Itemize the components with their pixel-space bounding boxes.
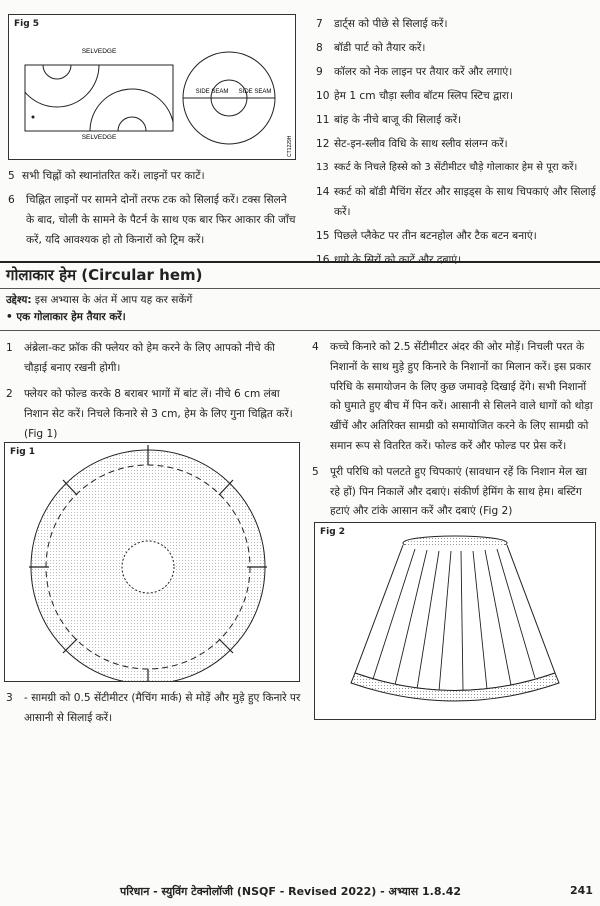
figure-2-drawing	[315, 523, 595, 719]
figure-1-label: Fig 1	[10, 447, 36, 457]
list-item: 3 - सामग्री को 0.5 सेंटीमीटर (मैचिंग मार्क) से मोड़ें और मुड़े हुए किनारे पर आसानी से सिलाई करें।	[6, 692, 301, 724]
left-top-steps	[8, 166, 298, 250]
list-item: 1 अंब्रेला-कट फ्रॉक की फ्लेयर को हेम करने के लिए आपको नीचे की चौड़ाई बनाए रखनी होगी।	[6, 342, 275, 374]
list-item: 5 पूरी परिधि को पलटते हुए चिपकाएं (सावधान रहें कि निशान मेल खा रहे हों) पिन निकालें और दबाएं। संकीर्ण हेमिंग के साथ हेम। बस्टिंग हटाएं और टांके आसान करें और दबाएं (Fig 2)	[312, 465, 587, 518]
left-steps	[6, 338, 298, 444]
list-item: 12 सेट-इन-स्लीव विधि के साथ स्लीव संलग्न करें।	[316, 138, 508, 150]
figure-5-drawing	[9, 15, 295, 159]
list-item: 14 स्कर्ट को बॉडी मैचिंग सेंटर और साइड्स के साथ चिपकाएं और सिलाई करें।	[316, 186, 596, 218]
figure-5-label: Fig 5	[14, 19, 40, 29]
side-seam-right-label: SIDE SEAM	[238, 89, 272, 95]
list-item: 15 पिछले प्लैकेट पर तीन बटनहोल और टैक बटन बनाएं।	[316, 230, 537, 242]
figure-2-label: Fig 2	[320, 527, 346, 537]
page-number: 241	[570, 884, 593, 897]
section-title-rule	[0, 288, 600, 289]
list-item: 16 धागे के सिरों को काटें और दबाएं।	[316, 254, 462, 266]
figure-5	[8, 14, 296, 160]
list-item: 2 फ्लेयर को फोल्ड करके 8 बराबर भागों में बांट लें। नीचे 6 cm लंबा निशान सेट करें। निचले किनारे से 3 cm, हेम के लिए गुना चिह्नित करें। (Fig 1)	[6, 388, 293, 440]
footer-title: परिधान - स्युविंग टेक्नोलॉजी (NSQF - Revised 2022) - अभ्यास 1.8.42	[120, 885, 462, 898]
right-steps	[312, 338, 598, 522]
section-top-rule	[0, 261, 600, 263]
list-item: 7 डार्ट्स को पीछे से सिलाई करें।	[316, 18, 448, 30]
figure-2	[314, 522, 596, 720]
section-title: गोलाकार हेम (Circular hem)	[6, 266, 203, 284]
figure-1-drawing	[5, 443, 299, 681]
side-seam-left-label: SIDE SEAM	[195, 89, 229, 95]
list-item: 6 चिह्नित लाइनों पर सामने दोनों तरफ टक को सिलाई करें। टक्स सिलने के बाद, चोली के सामने के पैटर्न के साथ एक बार फिर आकार की जाँच करें, यदि आवश्यक हो तो किनारों को ट्रिम करें।	[8, 194, 296, 246]
objective-text: इस अभ्यास के अंत में आप यह कर सकेंगें	[31, 294, 193, 306]
figure-1	[4, 442, 300, 682]
list-item: 10 हेम 1 cm चौड़ा स्लीव बॉटम स्लिप स्टिच द्वारा।	[316, 90, 513, 102]
objective-label: उद्देश्य:	[6, 294, 32, 306]
figure-code: CT1229H	[287, 135, 293, 157]
right-top-steps	[316, 14, 600, 270]
selvedge-bottom-label: SELVEDGE	[81, 134, 117, 141]
objective-rule	[0, 330, 600, 331]
list-item: 5 सभी चिह्नों को स्थानांतरित करें। लाइनों पर काटें।	[8, 170, 205, 182]
objective: उद्देश्य: इस अभ्यास के अंत में आप यह कर सकेंगें • एक गोलाकार हेम तैयार करें।	[6, 294, 193, 323]
list-item: 9 कॉलर को नेक लाइन पर तैयार करें और लगाएं।	[316, 66, 513, 78]
selvedge-top-label: SELVEDGE	[81, 48, 117, 55]
list-item: 4 कच्चे किनारे को 2.5 सेंटीमीटर अंदर की ओर मोड़ें। निचली परत के निशानों के साथ मुड़े हुए किनारे के निशानों का मिलान करें। इस प्रकार परिधि के समायोजन के लिए कुछ जमावड़े दिखाई देंगे। सभी निशानों को घुमाते हुए बीच में पिन करें। आसानी से सिलने वाले धागों को थोड़ा खींचें और अतिरिक्त सामग्री को समायोजित करने के लिए सामग्री को समान रूप से वितरित करें। फोल्ड करें और फोल्ड पर प्रेस करें।	[312, 341, 593, 452]
list-item: 8 बॉडी पार्ट को तैयार करें।	[316, 42, 426, 54]
list-item: 13 स्कर्ट के निचले हिस्से को 3 सेंटीमीटर चौड़े गोलाकार हेम से पूरा करें।	[316, 162, 578, 173]
list-item: 11 बांह के नीचे बाजू की सिलाई करें।	[316, 114, 462, 126]
objective-bullet: एक गोलाकार हेम तैयार करें।	[16, 311, 126, 323]
